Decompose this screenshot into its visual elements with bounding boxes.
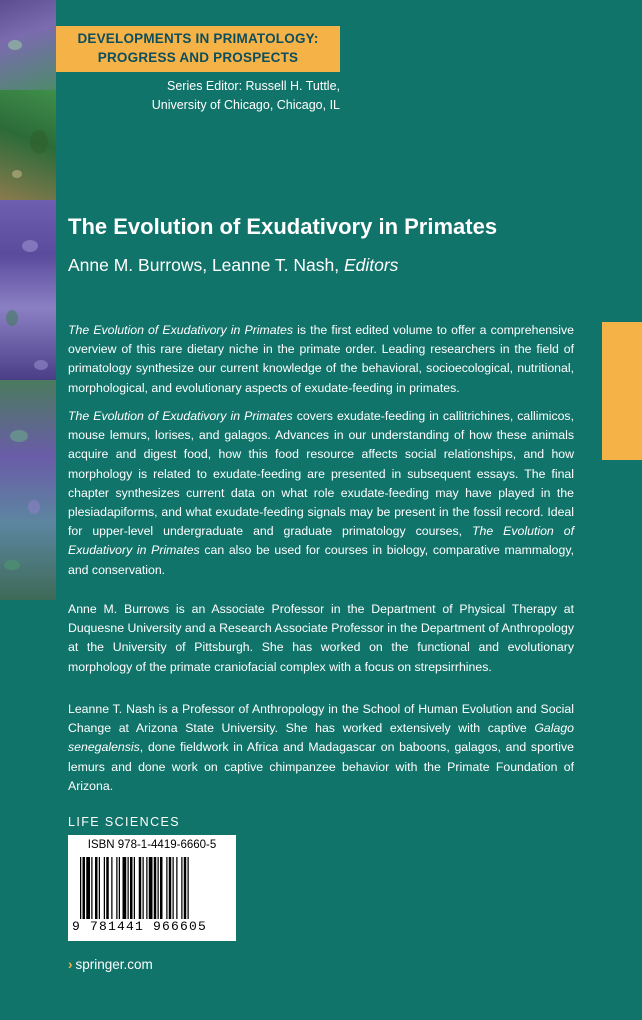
category-label: LIFE SCIENCES: [68, 815, 180, 829]
series-title-line1: DEVELOPMENTS IN PRIMATOLOGY:: [77, 31, 319, 46]
barcode-bar: [91, 857, 92, 919]
book-editors: [68, 255, 398, 276]
isbn-barcode: [68, 835, 236, 941]
series-editor-line2: University of Chicago, Chicago, IL: [151, 98, 340, 112]
barcode-bar: [95, 857, 98, 919]
barcode-bars: [80, 857, 226, 921]
barcode-bar: [111, 857, 112, 919]
barcode-bar: [154, 857, 157, 919]
publisher-link[interactable]: [68, 957, 153, 972]
editors-names: Anne M. Burrows, Leanne T. Nash,: [68, 255, 340, 275]
barcode-bar: [143, 857, 144, 919]
book-title-inline: The Evolution of Exudativory in Primates: [68, 323, 294, 337]
barcode-bar: [158, 857, 159, 919]
barcode-digits: 9 781441 966605: [72, 919, 208, 934]
barcode-bar: [106, 857, 109, 919]
description-paragraph-2: [68, 407, 574, 580]
barcode-bar: [83, 857, 86, 919]
barcode-bar: [188, 857, 189, 919]
barcode-bar: [146, 857, 147, 919]
series-editor-line1: Series Editor: Russell H. Tuttle,: [167, 79, 340, 93]
barcode-bar: [116, 857, 117, 919]
barcode-bar: [86, 857, 90, 919]
series-label: [56, 26, 340, 72]
barcode-bar: [128, 857, 129, 919]
author-bio-burrows: Anne M. Burrows is an Associate Professor in the Department of Physical Therapy at Duquesne University and a Research Associate Professor in the Department of Anthropology at the University of Pittsburgh. She has worked on the functional and evolutionary morphology of the primate craniofacial complex with a focus on strepsirrhines.: [68, 602, 574, 674]
paragraph-text: is the first edited volume to offer a comprehensive overview of this rare dietary niche in the primate order. Leading researchers in the field of primatology synthesize our current knowledge of the behavioral, socioecological, nutritional, morphological, and evolutionary aspects of exudate-feeding in primates.: [68, 323, 575, 395]
barcode-bar: [119, 857, 120, 919]
isbn-number: ISBN 978-1-4419-6660-5: [87, 839, 217, 851]
series-title-line2: PROGRESS AND PROSPECTS: [97, 50, 299, 65]
author-bio-nash: [68, 700, 574, 796]
barcode-bar: [181, 857, 182, 919]
barcode-bar: [139, 857, 142, 919]
paragraph-text: , done fieldwork in Africa and Madagascar on baboons, galagos, and sportive lemurs and done work on captive chimpanzee behavior with the Primate Foundation of Arizona.: [68, 740, 574, 793]
barcode-bar: [80, 857, 81, 919]
barcode-bar: [99, 857, 100, 919]
book-title-inline: The Evolution of Exudativory in Primates: [68, 409, 293, 423]
barcode-bar: [130, 857, 133, 919]
barcode-bar: [166, 857, 167, 919]
barcode-bar: [123, 857, 127, 919]
barcode-bar: [160, 857, 163, 919]
barcode-bar: [149, 857, 153, 919]
description-paragraph-1: [68, 321, 574, 398]
paragraph-text: covers exudate-feeding in callitrichines, callimicos, mouse lemurs, lorises, and galagos. Advances in our understanding of how these animals acquire and digest food, how this food resource affects social relationships, and how morphology is related to exudate-feeding are presented in subsequent essays. The final chapter synthesizes current data on what role exudate-feeding may have played in the plesiadapiforms, and what exudate-feeding signals may be present in the fossil record. Ideal for upper-level undergraduate and graduate primatology courses,: [68, 409, 574, 539]
barcode-bar: [176, 857, 177, 919]
species-name: Galago senegalensis: [68, 721, 574, 755]
book-title-inline: The Evolution of Exudativory in Primates: [68, 524, 574, 558]
accent-tab: [602, 322, 642, 460]
paragraph-text: Leanne T. Nash is a Professor of Anthropology in the School of Human Evolution and Social Change at Arizona State University. She has worked extensively with captive: [68, 702, 574, 736]
chevron-right-icon: ›: [68, 957, 73, 972]
barcode-bar: [184, 857, 187, 919]
editors-suffix: Editors: [343, 255, 399, 275]
cover-photo-strip: [0, 0, 56, 600]
barcode-bar: [169, 857, 172, 919]
paragraph-text: can also be used for courses in biology, comparative mammalogy, and conservation.: [68, 543, 574, 577]
book-title: The Evolution of Exudativory in Primates: [68, 214, 498, 239]
barcode-bar: [173, 857, 174, 919]
barcode-bar: [134, 857, 135, 919]
publisher-url: springer.com: [75, 957, 153, 972]
barcode-bar: [104, 857, 105, 919]
